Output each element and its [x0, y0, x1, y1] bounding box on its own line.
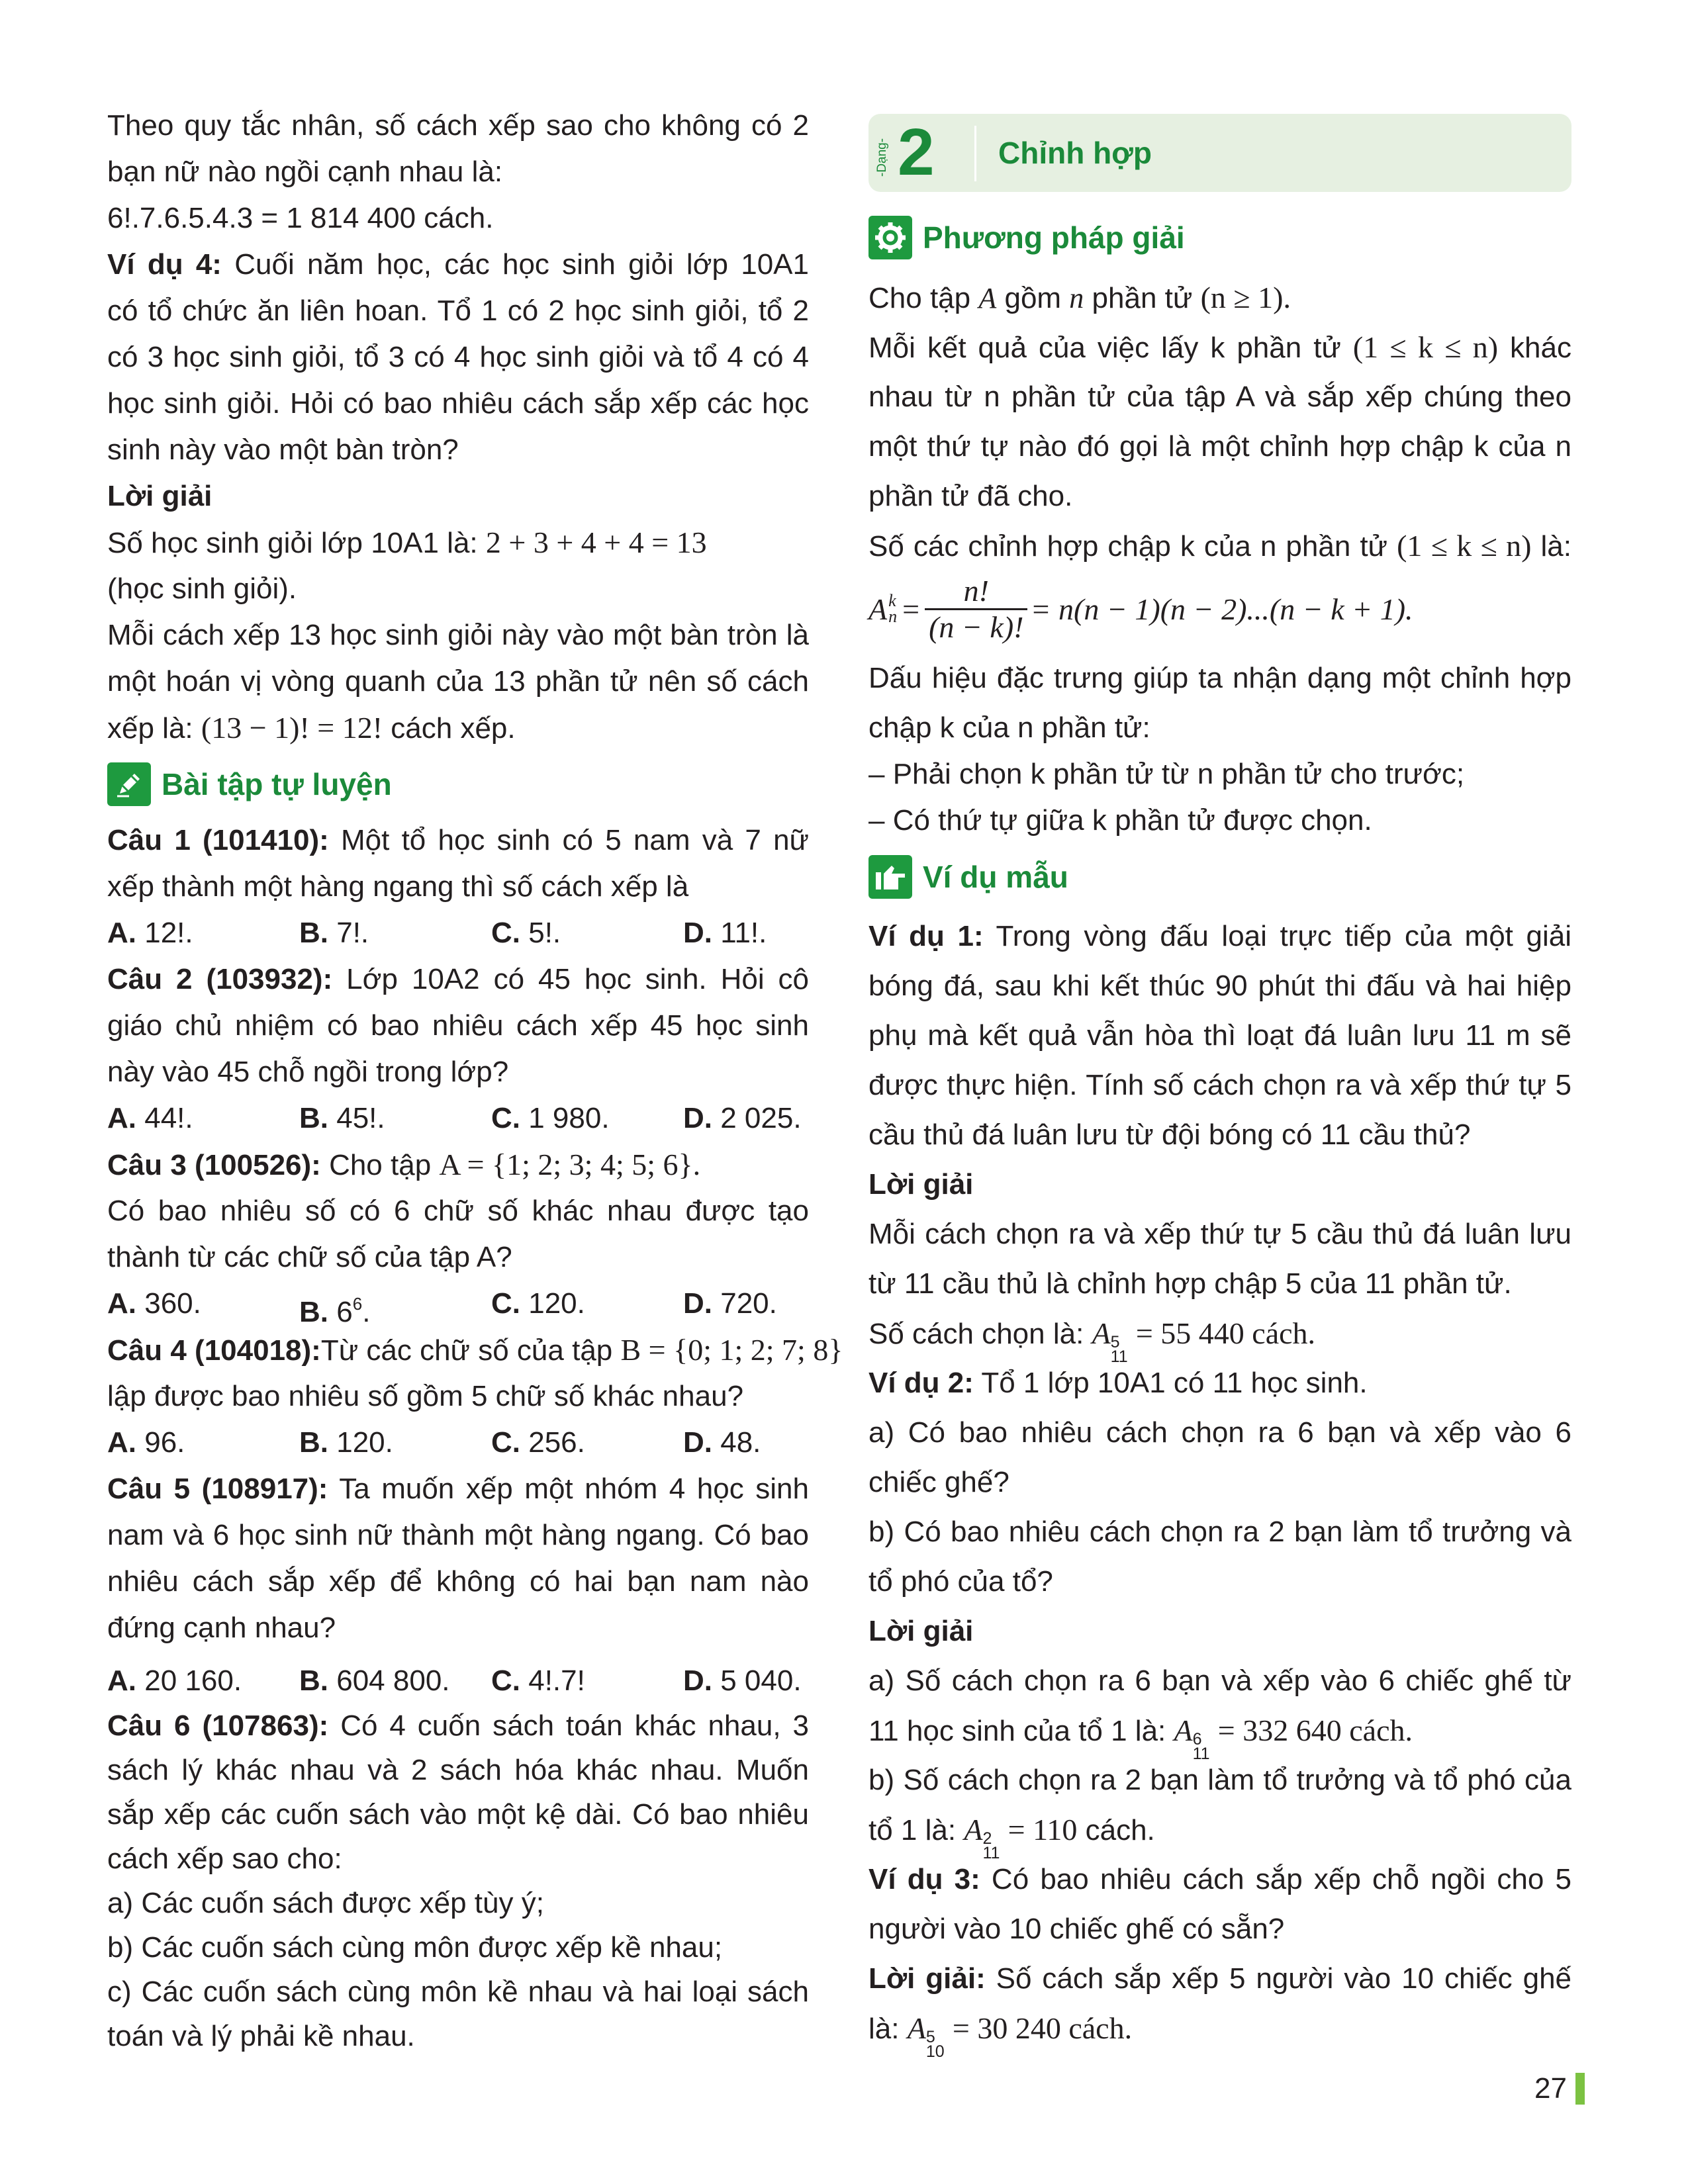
text: Cho tập	[329, 1149, 432, 1181]
solution-label: Lời giải	[868, 1615, 974, 1647]
math: (1 ≤ k ≤ n)	[1397, 529, 1532, 563]
option-letter: B.	[299, 1102, 328, 1134]
option-letter: C.	[491, 1287, 520, 1320]
math-var: A	[978, 282, 997, 314]
question-1	[107, 821, 809, 860]
math: = 332 640 cách.	[1217, 1713, 1413, 1747]
option-letter: A.	[107, 1287, 136, 1320]
permutation-formula: A k n = $\frac{n!}{(n - k)!}$ = n(n − 1)(n − 2)...(n − k + 1).	[868, 573, 1413, 644]
text-line: này vào 45 chỗ ngồi trong lớp?	[107, 1056, 509, 1088]
question-label: Câu 2 (103932):	[107, 963, 333, 995]
solution-heading	[107, 477, 809, 516]
math: = 30 240 cách.	[952, 2011, 1133, 2045]
math: = 110	[1008, 1813, 1078, 1846]
option-letter: C.	[491, 1664, 520, 1697]
text-line	[868, 1314, 1571, 1364]
practice-section-heading	[107, 761, 392, 807]
question-4	[107, 1330, 843, 1371]
text-line: học sinh giỏi. Hỏi có bao nhiêu cách sắp xếp các học	[107, 387, 809, 420]
option-letter: A.	[107, 1102, 136, 1134]
formula-fraction	[925, 574, 1027, 645]
page-number: 27	[1534, 2072, 1567, 2105]
subscript: 11	[1110, 1347, 1128, 1366]
option-value: 256.	[528, 1426, 585, 1459]
text-line: chập k của n phần tử:	[868, 711, 1150, 744]
text: Lớp 10A2 có 45 học sinh. Hỏi cô	[346, 963, 809, 995]
text-line: (học sinh giỏi).	[107, 572, 297, 605]
text: Ta muốn xếp một nhóm 4 học sinh	[339, 1473, 809, 1505]
text-line: giáo chủ nhiệm có bao nhiêu cách xếp 45 học sinh	[107, 1009, 809, 1042]
option-letter: B.	[299, 917, 328, 949]
example-label: Ví dụ 3:	[868, 1863, 980, 1895]
text-line: nam và 6 học sinh nữ thành một hàng ngang. Có bao	[107, 1519, 809, 1551]
superscript: 2	[982, 1829, 992, 1848]
option-letter: D.	[683, 1664, 712, 1697]
text-line: sắp xếp các cuốn sách vào một kệ dài. Có bao nhiêu	[107, 1798, 809, 1831]
question-3	[107, 1145, 809, 1185]
option-value: 604 800.	[336, 1664, 450, 1697]
text-line: toán và lý phải kề nhau.	[107, 2020, 415, 2052]
text-line: Có bao nhiêu số có 6 chữ số khác nhau được tạo	[107, 1195, 809, 1227]
text-line: thành từ các chữ số của tập A?	[107, 1241, 512, 1273]
text: Số học sinh giỏi lớp 10A1 là:	[107, 527, 478, 559]
text-line: cầu thủ đá luân lưu từ đội bóng có 11 cầu thủ?	[868, 1118, 1471, 1151]
banner-type-label: -Dạng-	[875, 138, 889, 177]
text: Số cách sắp xếp 5 người vào 10 chiếc ghế	[996, 1962, 1572, 1995]
example-title: Ví dụ mẫu	[923, 860, 1068, 894]
question-label: Câu 4 (104018):	[107, 1334, 321, 1367]
text: là:	[1540, 530, 1571, 563]
solution-label: Lời giải:	[868, 1962, 986, 1995]
subscript: n	[888, 607, 898, 626]
text: là:	[868, 2013, 900, 2045]
option-letter: C.	[491, 1102, 520, 1134]
option-value: 1 980.	[528, 1102, 610, 1134]
text-line: – Có thứ tự giữa k phần tử được chọn.	[868, 804, 1372, 837]
text-line: Mỗi cách chọn ra và xếp thứ tự 5 cầu thủ đá luân lưu	[868, 1218, 1571, 1250]
solution-label: Lời giải	[868, 1168, 974, 1201]
denominator: (n − k)!	[925, 608, 1027, 645]
text-line: một hoán vị vòng quanh của 13 phần tử nên số cách	[107, 665, 809, 698]
text-line: sách lý khác nhau và 2 sách hóa khác nhau. Muốn	[107, 1754, 809, 1786]
text: Số cách chọn là:	[868, 1318, 1084, 1350]
numerator: n!	[963, 573, 989, 608]
option-letter: D.	[683, 1287, 712, 1320]
math: = 55 440 cách.	[1135, 1316, 1316, 1350]
method-section-heading	[868, 214, 1185, 261]
formula-expansion: = n(n − 1)(n − 2)...(n − k + 1).	[1030, 592, 1413, 626]
option-letter: B.	[299, 1296, 328, 1328]
math-set: A = {1; 2; 3; 4; 5; 6}.	[439, 1148, 701, 1181]
math-var: A	[868, 592, 888, 626]
option-value: 6	[336, 1296, 353, 1328]
section-banner	[868, 114, 1571, 192]
example-4-label: Ví dụ 4:	[107, 248, 222, 281]
option-value: 11!.	[720, 917, 767, 949]
text-line: xếp thành một hàng ngang thì số cách xếp là	[107, 870, 689, 903]
question-label: Câu 5 (108917):	[107, 1473, 328, 1505]
example-label: Ví dụ 1:	[868, 920, 984, 952]
text-line: 6!.7.6.5.4.3 = 1 814 400 cách.	[107, 202, 494, 234]
example-3	[868, 1860, 1571, 1899]
text-line	[868, 1711, 1571, 1761]
text-line: nhau từ n phần tử của tập A và sắp xếp chúng theo	[868, 381, 1571, 413]
text: khác	[1510, 332, 1571, 364]
text-line	[868, 526, 1571, 567]
option-letter: D.	[683, 917, 712, 949]
math-var: A	[1092, 1316, 1111, 1350]
option-letter: D.	[683, 1102, 712, 1134]
text-line: c) Các cuốn sách cùng môn kề nhau và hai loại sách	[107, 1976, 809, 2008]
method-title: Phương pháp giải	[923, 220, 1185, 255]
option-letter: B.	[299, 1664, 328, 1697]
option-value: 7!.	[336, 917, 369, 949]
pencil-icon	[107, 762, 151, 806]
option-value: 12!.	[144, 917, 193, 949]
pointing-hand-icon	[868, 855, 912, 899]
banner-number: 2	[898, 115, 935, 189]
example-section-heading	[868, 854, 1068, 900]
practice-title: Bài tập tự luyện	[162, 767, 392, 801]
math: (13 − 1)! = 12!	[201, 711, 383, 745]
option-value: 4!.7!	[528, 1664, 585, 1697]
text: Cho tập	[868, 282, 971, 314]
text-line: sinh này vào một bàn tròn?	[107, 433, 459, 466]
text: Một tổ học sinh có 5 nam và 7 nữ	[341, 824, 809, 856]
question-5	[107, 1469, 809, 1509]
option-value: 45!.	[336, 1102, 385, 1134]
text: cách.	[1085, 1814, 1155, 1846]
question-2	[107, 960, 809, 999]
subscript: 11	[982, 1844, 1000, 1862]
option-letter: A.	[107, 1426, 136, 1459]
subscript: 10	[925, 2042, 945, 2061]
solution-label: Lời giải	[107, 480, 212, 512]
text-line: tổ phó của tổ?	[868, 1565, 1053, 1598]
math: (n ≥ 1).	[1200, 281, 1291, 314]
math-var: A	[1174, 1713, 1193, 1747]
text: Trong vòng đấu loại trực tiếp của một giải	[996, 920, 1571, 952]
text-line: a) Số cách chọn ra 6 bạn và xếp vào 6 chiếc ghế từ	[868, 1664, 1571, 1697]
text: Tổ 1 lớp 10A1 có 11 học sinh.	[981, 1367, 1368, 1399]
option-value: 96.	[144, 1426, 185, 1459]
text-line	[868, 328, 1571, 368]
option-letter: A.	[107, 917, 136, 949]
text-line	[107, 523, 809, 563]
math-var: A	[964, 1813, 983, 1846]
solution-heading	[868, 1165, 1571, 1205]
text-line: cách xếp sao cho:	[107, 1843, 342, 1875]
option-value: 2 025.	[720, 1102, 802, 1134]
option-value: 120.	[528, 1287, 585, 1320]
text: phần tử	[1092, 282, 1193, 314]
superscript: k	[888, 591, 896, 610]
option-value: 360.	[144, 1287, 201, 1320]
text: cách xếp.	[391, 712, 516, 745]
text-line: a) Có bao nhiêu cách chọn ra 6 bạn và xếp vào 6	[868, 1416, 1571, 1449]
text-line: có 3 học sinh giỏi, tổ 3 có 4 học sinh giỏi và tổ 4 có 4	[107, 341, 809, 373]
option-value: 5!.	[528, 917, 561, 949]
option-value: 44!.	[144, 1102, 193, 1134]
math: 2 + 3 + 4 + 4 = 13	[485, 525, 707, 559]
question-6	[107, 1706, 809, 1746]
text: 11 học sinh của tổ 1 là:	[868, 1715, 1166, 1747]
math-var: n	[1069, 282, 1084, 314]
question-label: Câu 6 (107863):	[107, 1709, 329, 1742]
math-var: A	[907, 2011, 926, 2045]
text: Cuối năm học, các học sinh giỏi lớp 10A1	[234, 248, 810, 281]
text-line: Dấu hiệu đặc trưng giúp ta nhận dạng một chỉnh hợp	[868, 662, 1571, 694]
text-line: – Phải chọn k phần tử từ n phần tử cho trước;	[868, 758, 1465, 790]
question-label: Câu 1 (101410):	[107, 824, 329, 856]
option-value: 20 160.	[144, 1664, 242, 1697]
text-line	[868, 1959, 1571, 1999]
text: Có bao nhiêu cách sắp xếp chỗ ngồi cho 5	[991, 1863, 1571, 1895]
solution-heading	[868, 1612, 1571, 1651]
text-line: bóng đá, sau khi kết thúc 90 phút thi đấu và hai hiệp	[868, 970, 1571, 1002]
superscript: 5	[925, 2028, 935, 2046]
option-value: 5 040.	[720, 1664, 802, 1697]
text-line: người vào 10 chiếc ghế có sẵn?	[868, 1913, 1285, 1945]
page-number-bar	[1575, 2073, 1585, 2105]
example-1	[868, 917, 1571, 956]
superscript: 5	[1110, 1333, 1120, 1351]
text-line: bạn nữ nào ngồi cạnh nhau là:	[107, 156, 503, 188]
option-value: 120.	[336, 1426, 393, 1459]
option-letter: D.	[683, 1426, 712, 1459]
text-line: b) Số cách chọn ra 2 bạn làm tổ trưởng và tổ phó của	[868, 1764, 1571, 1796]
text: gồm	[1004, 282, 1062, 314]
text-line: Mỗi cách xếp 13 học sinh giỏi này vào một bàn tròn là	[107, 619, 809, 651]
option-letter: C.	[491, 1426, 520, 1459]
text-line: nhiêu cách sắp xếp để không có hai bạn nam nào	[107, 1565, 809, 1598]
text: xếp là:	[107, 712, 193, 745]
gear-icon	[868, 216, 912, 259]
option-letter: B.	[299, 1426, 328, 1459]
text-line: đứng cạnh nhau?	[107, 1612, 336, 1644]
text-line	[868, 278, 1571, 318]
text-line	[107, 708, 809, 749]
text-line: được thực hiện. Tính số cách chọn ra và xếp thứ tự 5	[868, 1069, 1571, 1101]
text: tổ 1 là:	[868, 1814, 957, 1846]
text-line: Theo quy tắc nhân, số cách xếp sao cho không có 2	[107, 109, 809, 142]
text-line: lập được bao nhiêu số gồm 5 chữ số khác nhau?	[107, 1380, 744, 1412]
text: Mỗi kết quả của việc lấy k phần tử	[868, 332, 1341, 364]
text-line: một thứ tự nào đó gọi là một chỉnh hợp chập k của n	[868, 430, 1571, 463]
text-line: phần tử đã cho.	[868, 480, 1073, 512]
text-line: chiếc ghế?	[868, 1466, 1009, 1498]
banner-divider	[974, 126, 976, 181]
question-label: Câu 3 (100526):	[107, 1149, 321, 1181]
text-line	[868, 2009, 1571, 2059]
option-letter: A.	[107, 1664, 136, 1697]
option-value: 48.	[720, 1426, 761, 1459]
text-line: từ 11 cầu thủ là chỉnh hợp chập 5 của 11 phần tử.	[868, 1267, 1512, 1300]
exponent: 6	[352, 1294, 363, 1314]
math: (1 ≤ k ≤ n)	[1352, 330, 1499, 364]
text: Số các chỉnh hợp chập k của n phần tử	[868, 530, 1388, 563]
text-line: b) Các cuốn sách cùng môn được xếp kề nhau;	[107, 1931, 723, 1964]
banner-title: Chỉnh hợp	[998, 136, 1152, 170]
option-letter: C.	[491, 917, 520, 949]
superscript: 6	[1192, 1730, 1202, 1749]
math-set: B = {0; 1; 2; 7; 8}	[620, 1333, 843, 1367]
text-line	[868, 1810, 1571, 1860]
example-2	[868, 1363, 1571, 1403]
text-line: a) Các cuốn sách được xếp tùy ý;	[107, 1887, 544, 1919]
example-4-line	[107, 245, 809, 285]
subscript: 11	[1192, 1745, 1210, 1763]
text: Có 4 cuốn sách toán khác nhau, 3	[340, 1709, 809, 1742]
example-label: Ví dụ 2:	[868, 1367, 974, 1399]
option-value: 720.	[720, 1287, 777, 1320]
text-line: b) Có bao nhiêu cách chọn ra 2 bạn làm tổ trưởng và	[868, 1516, 1571, 1548]
text: Từ các chữ số của tập	[320, 1334, 613, 1367]
text-line: phụ mà kết quả vẫn hòa thì loạt đá luân lưu 11 m sẽ	[868, 1019, 1571, 1052]
text-line: có tổ chức ăn liên hoan. Tổ 1 có 2 học sinh giỏi, tổ 2	[107, 295, 809, 327]
